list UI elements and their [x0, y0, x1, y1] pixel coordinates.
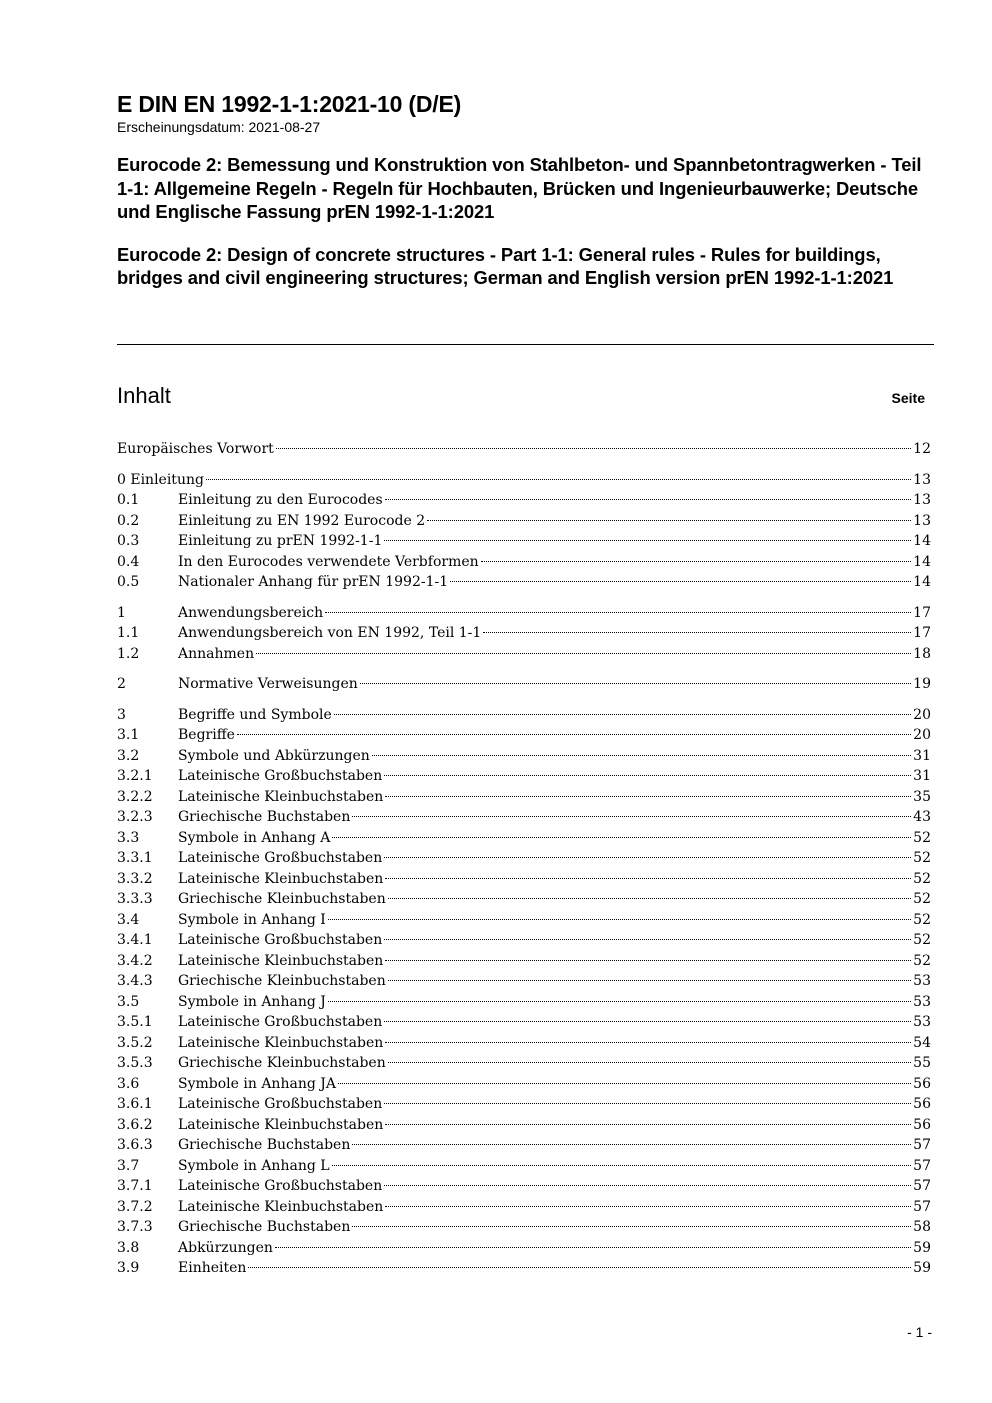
toc-entry-number: 3.1 — [117, 727, 140, 743]
toc-entry-label: Symbole in Anhang L — [178, 1157, 330, 1174]
toc-entry-page: 31 — [913, 747, 931, 764]
toc-entry-number: 3.5 — [117, 993, 140, 1010]
dot-leader — [206, 478, 911, 480]
toc-entry-number: 3.7.3 — [117, 1219, 153, 1235]
toc-entry-page: 54 — [913, 1034, 931, 1051]
toc-entry-page: 57 — [913, 1157, 931, 1174]
toc-entry-label: Griechische Buchstaben — [178, 1219, 351, 1235]
dot-leader — [385, 795, 911, 797]
toc-entry-number: 3.2.2 — [117, 788, 153, 805]
toc-entry-page: 53 — [913, 993, 931, 1010]
toc-entry-number: 2 — [117, 676, 126, 692]
dot-leader — [372, 754, 911, 756]
toc-entry-page: 17 — [913, 625, 931, 641]
toc-entry[interactable] — [117, 951, 931, 972]
toc-entry-page: 56 — [913, 1096, 931, 1112]
dot-leader — [384, 856, 911, 858]
toc-entry[interactable] — [117, 766, 931, 787]
toc-entry-number: 3.6 — [117, 1075, 140, 1092]
toc-entry-number: 3.6.1 — [117, 1096, 153, 1112]
toc-entry-page: 59 — [913, 1260, 931, 1276]
toc-entry-label: Symbole in Anhang A — [178, 829, 331, 846]
toc-entry-page: 20 — [913, 727, 931, 743]
dot-leader — [352, 1143, 911, 1145]
toc-entry[interactable] — [117, 644, 931, 665]
toc-entry-page: 18 — [913, 645, 931, 662]
toc-entry-label: Lateinische Kleinbuchstaben — [178, 952, 384, 969]
dot-leader — [384, 539, 911, 541]
toc-entry-number: 3.5.1 — [117, 1014, 153, 1030]
toc-entry-number: 3.4 — [117, 911, 140, 928]
toc-entry-label: Griechische Buchstaben — [178, 809, 351, 825]
toc-entry[interactable] — [117, 1033, 931, 1054]
toc-entry-page: 14 — [913, 553, 931, 570]
toc-entry-label: Nationaler Anhang für prEN 1992-1-1 — [178, 574, 449, 590]
toc-entry-label: Abkürzungen — [178, 1239, 273, 1256]
dot-leader — [352, 1225, 911, 1227]
toc-entry-number: 0.1 — [117, 492, 140, 508]
toc-entry-label: Einleitung zu EN 1992 Eurocode 2 — [178, 512, 426, 529]
toc-entry-page: 13 — [913, 471, 931, 488]
dot-leader — [338, 1082, 911, 1084]
toc-entry-label: Lateinische Kleinbuchstaben — [178, 1116, 384, 1133]
toc-entry-number: 3.5.3 — [117, 1055, 153, 1071]
dot-leader — [334, 713, 911, 715]
toc-entry[interactable] — [117, 869, 931, 890]
dot-leader — [328, 1000, 911, 1002]
toc-entry-number: 3.6.2 — [117, 1116, 153, 1133]
toc-entry-number: 3.4.3 — [117, 973, 153, 989]
toc-entry[interactable] — [117, 992, 931, 1013]
toc-entry[interactable] — [117, 930, 931, 951]
toc-entry-page: 56 — [913, 1116, 931, 1133]
toc-entry-label: Lateinische Großbuchstaben — [178, 932, 383, 948]
toc-entry-number: 1.1 — [117, 625, 140, 641]
dot-leader — [427, 519, 911, 521]
toc-entry-page: 52 — [913, 952, 931, 969]
toc-entry[interactable] — [117, 1094, 931, 1115]
toc-entry-page: 17 — [913, 604, 931, 621]
dot-leader — [385, 877, 911, 879]
dot-leader — [237, 733, 911, 735]
toc-entry[interactable] — [117, 603, 931, 624]
toc-entry-page: 12 — [913, 441, 931, 457]
toc-entry-page: 53 — [913, 1014, 931, 1030]
toc-entry-page: 31 — [913, 768, 931, 784]
toc-entry-page: 35 — [913, 788, 931, 805]
dot-leader — [388, 897, 911, 899]
toc-entry-label: Symbole in Anhang I — [178, 911, 326, 928]
dot-leader — [385, 1041, 911, 1043]
toc-entry[interactable] — [117, 1238, 931, 1259]
toc-entry[interactable] — [117, 1115, 931, 1136]
toc-header — [117, 382, 925, 412]
toc-entry[interactable] — [117, 572, 931, 593]
document-header — [117, 90, 934, 290]
title-german: Eurocode 2: Bemessung und Konstruktion von Stahlbeton- und Spannbetontragwerken - Teil 1-1: Allgemeine Regeln - Regeln für Hochbauten, Brücken und Ingenieurbauwerke; Deutsche und Englische Fassung prEN 1992-1-1:2021 — [117, 154, 922, 222]
toc-entry-number: 3.5.2 — [117, 1034, 153, 1051]
toc-entry-label: Anwendungsbereich — [178, 604, 324, 621]
toc-entry[interactable] — [117, 1012, 931, 1033]
dot-leader — [384, 774, 911, 776]
toc-entry-label: Griechische Buchstaben — [178, 1137, 351, 1153]
toc-entry[interactable] — [117, 910, 931, 931]
toc-entry-label: Begriffe — [178, 727, 235, 743]
toc-entry[interactable] — [117, 531, 931, 552]
toc-entry-number: 3.3 — [117, 829, 140, 846]
toc-entry[interactable] — [117, 889, 931, 910]
toc-entry-page: 52 — [913, 870, 931, 887]
toc-entry[interactable] — [117, 1217, 931, 1238]
toc-entry-number: 1.2 — [117, 645, 140, 662]
toc-entry-page: 13 — [913, 492, 931, 508]
toc-entry-label: Einleitung zu den Eurocodes — [178, 492, 383, 508]
toc-entry-page: 19 — [913, 676, 931, 692]
dot-leader — [384, 1184, 911, 1186]
toc-entry[interactable] — [117, 1053, 931, 1074]
toc-entry[interactable] — [117, 674, 931, 695]
toc-entry-label: Symbole in Anhang JA — [178, 1075, 336, 1092]
toc-entry-number: 3.7.2 — [117, 1198, 153, 1215]
toc-entry-number: 3.3.1 — [117, 850, 153, 866]
toc-entry-page: 53 — [913, 973, 931, 989]
dot-leader — [481, 560, 912, 562]
dot-leader — [352, 815, 911, 817]
toc-entry-number: 3.7.1 — [117, 1178, 153, 1194]
dot-leader — [450, 580, 911, 582]
toc-entry-number: 3.6.3 — [117, 1137, 153, 1153]
toc-entry-label: 0 Einleitung — [117, 471, 204, 488]
toc-entry[interactable] — [117, 1156, 931, 1177]
toc-entry[interactable] — [117, 725, 931, 746]
toc-entry-page: 20 — [913, 706, 931, 723]
toc-entry-number: 3.3.2 — [117, 870, 153, 887]
toc-entry[interactable] — [117, 1197, 931, 1218]
table-of-contents — [117, 439, 931, 1279]
toc-entry-label: Anwendungsbereich von EN 1992, Teil 1-1 — [178, 625, 482, 641]
toc-entry-number: 0.3 — [117, 533, 140, 549]
toc-entry-label: Lateinische Kleinbuchstaben — [178, 788, 384, 805]
toc-entry[interactable] — [117, 971, 931, 992]
toc-entry[interactable] — [117, 1258, 931, 1279]
toc-entry-label: In den Eurocodes verwendete Verbformen — [178, 553, 479, 570]
toc-entry-page: 52 — [913, 911, 931, 928]
toc-entry-page: 14 — [913, 533, 931, 549]
dot-leader — [384, 938, 911, 940]
dot-leader — [332, 1164, 912, 1166]
header-divider — [117, 344, 934, 345]
toc-entry-number: 3.2 — [117, 747, 140, 764]
dot-leader — [256, 652, 911, 654]
toc-entry-page: 58 — [913, 1219, 931, 1235]
dot-leader — [385, 498, 912, 500]
toc-entry-number: 0.4 — [117, 553, 140, 570]
toc-entry-number: 3 — [117, 706, 126, 723]
toc-entry-label: Griechische Kleinbuchstaben — [178, 891, 386, 907]
dot-leader — [385, 1205, 911, 1207]
dot-leader — [275, 1246, 911, 1248]
toc-entry-label: Symbole und Abkürzungen — [178, 747, 370, 764]
dot-leader — [385, 1123, 911, 1125]
toc-entry-label: Griechische Kleinbuchstaben — [178, 1055, 386, 1071]
toc-entry-number: 3.3.3 — [117, 891, 153, 907]
toc-entry-label: Europäisches Vorwort — [117, 441, 274, 457]
toc-entry-page: 13 — [913, 512, 931, 529]
toc-entry-label: Lateinische Kleinbuchstaben — [178, 1034, 384, 1051]
toc-entry-page: 57 — [913, 1137, 931, 1153]
toc-entry-number: 0.2 — [117, 512, 140, 529]
toc-entry-page: 56 — [913, 1075, 931, 1092]
toc-entry[interactable] — [117, 439, 931, 460]
title-english: Eurocode 2: Design of concrete structures - Part 1-1: General rules - Rules for buildings, bridges and civil engineering structures; German and English version prEN 1992-1-1:2021 — [117, 243, 894, 288]
toc-entry[interactable] — [117, 787, 931, 808]
page-number: - 1 - — [907, 1324, 932, 1340]
toc-entry-label: Begriffe und Symbole — [178, 706, 332, 723]
toc-entry[interactable] — [117, 623, 931, 644]
toc-entry-number: 3.7 — [117, 1157, 140, 1174]
toc-entry-number: 3.8 — [117, 1239, 140, 1256]
toc-entry-label: Lateinische Großbuchstaben — [178, 768, 383, 784]
toc-entry-page: 57 — [913, 1198, 931, 1215]
toc-entry-label: Normative Verweisungen — [178, 676, 358, 692]
toc-entry-page: 55 — [913, 1055, 931, 1071]
publication-date: Erscheinungsdatum: 2021-08-27 — [117, 119, 321, 135]
toc-entry-label: Lateinische Großbuchstaben — [178, 850, 383, 866]
dot-leader — [360, 682, 911, 684]
toc-entry-label: Lateinische Großbuchstaben — [178, 1014, 383, 1030]
toc-entry-page: 52 — [913, 932, 931, 948]
toc-entry-label: Lateinische Großbuchstaben — [178, 1178, 383, 1194]
toc-entry[interactable] — [117, 807, 931, 828]
toc-entry-number: 3.9 — [117, 1260, 140, 1276]
toc-entry[interactable] — [117, 1135, 931, 1156]
dot-leader — [332, 836, 911, 838]
dot-leader — [325, 611, 911, 613]
toc-entry-label: Lateinische Kleinbuchstaben — [178, 1198, 384, 1215]
toc-entry-page: 59 — [913, 1239, 931, 1256]
toc-entry-number: 0.5 — [117, 574, 140, 590]
toc-entry[interactable] — [117, 511, 931, 532]
toc-entry-page: 52 — [913, 891, 931, 907]
toc-entry-label: Symbole in Anhang J — [178, 993, 326, 1010]
toc-entry[interactable] — [117, 705, 931, 726]
toc-entry[interactable] — [117, 470, 931, 491]
dot-leader — [385, 959, 911, 961]
toc-entry-page: 14 — [913, 574, 931, 590]
toc-entry[interactable] — [117, 1176, 931, 1197]
dot-leader — [388, 979, 911, 981]
toc-entry-label: Lateinische Großbuchstaben — [178, 1096, 383, 1112]
toc-entry-page: 52 — [913, 829, 931, 846]
toc-entry-label: Griechische Kleinbuchstaben — [178, 973, 386, 989]
toc-entry-label: Annahmen — [178, 645, 255, 662]
toc-entry[interactable] — [117, 552, 931, 573]
toc-entry-number: 3.4.2 — [117, 952, 153, 969]
toc-entry-label: Einleitung zu prEN 1992-1-1 — [178, 533, 383, 549]
toc-entry-label: Lateinische Kleinbuchstaben — [178, 870, 384, 887]
toc-entry[interactable] — [117, 848, 931, 869]
toc-entry-number: 3.4.1 — [117, 932, 153, 948]
dot-leader — [248, 1266, 911, 1268]
toc-entry-number: 3.2.1 — [117, 768, 153, 784]
dot-leader — [328, 918, 911, 920]
dot-leader — [483, 631, 911, 633]
dot-leader — [384, 1020, 911, 1022]
toc-heading: Inhalt — [117, 383, 171, 408]
toc-entry-page: 57 — [913, 1178, 931, 1194]
toc-entry-number: 1 — [117, 604, 126, 621]
dot-leader — [276, 447, 911, 449]
document-title: E DIN EN 1992-1-1:2021-10 (D/E) — [117, 91, 462, 117]
toc-entry[interactable] — [117, 746, 931, 767]
dot-leader — [384, 1102, 911, 1104]
toc-entry-page: 43 — [913, 809, 931, 825]
page-column-label: Seite — [891, 390, 925, 406]
toc-entry-page: 52 — [913, 850, 931, 866]
toc-entry[interactable] — [117, 1074, 931, 1095]
toc-entry-number: 3.2.3 — [117, 809, 153, 825]
toc-entry-label: Einheiten — [178, 1260, 247, 1276]
dot-leader — [388, 1061, 911, 1063]
toc-entry[interactable] — [117, 828, 931, 849]
toc-entry[interactable] — [117, 490, 931, 511]
